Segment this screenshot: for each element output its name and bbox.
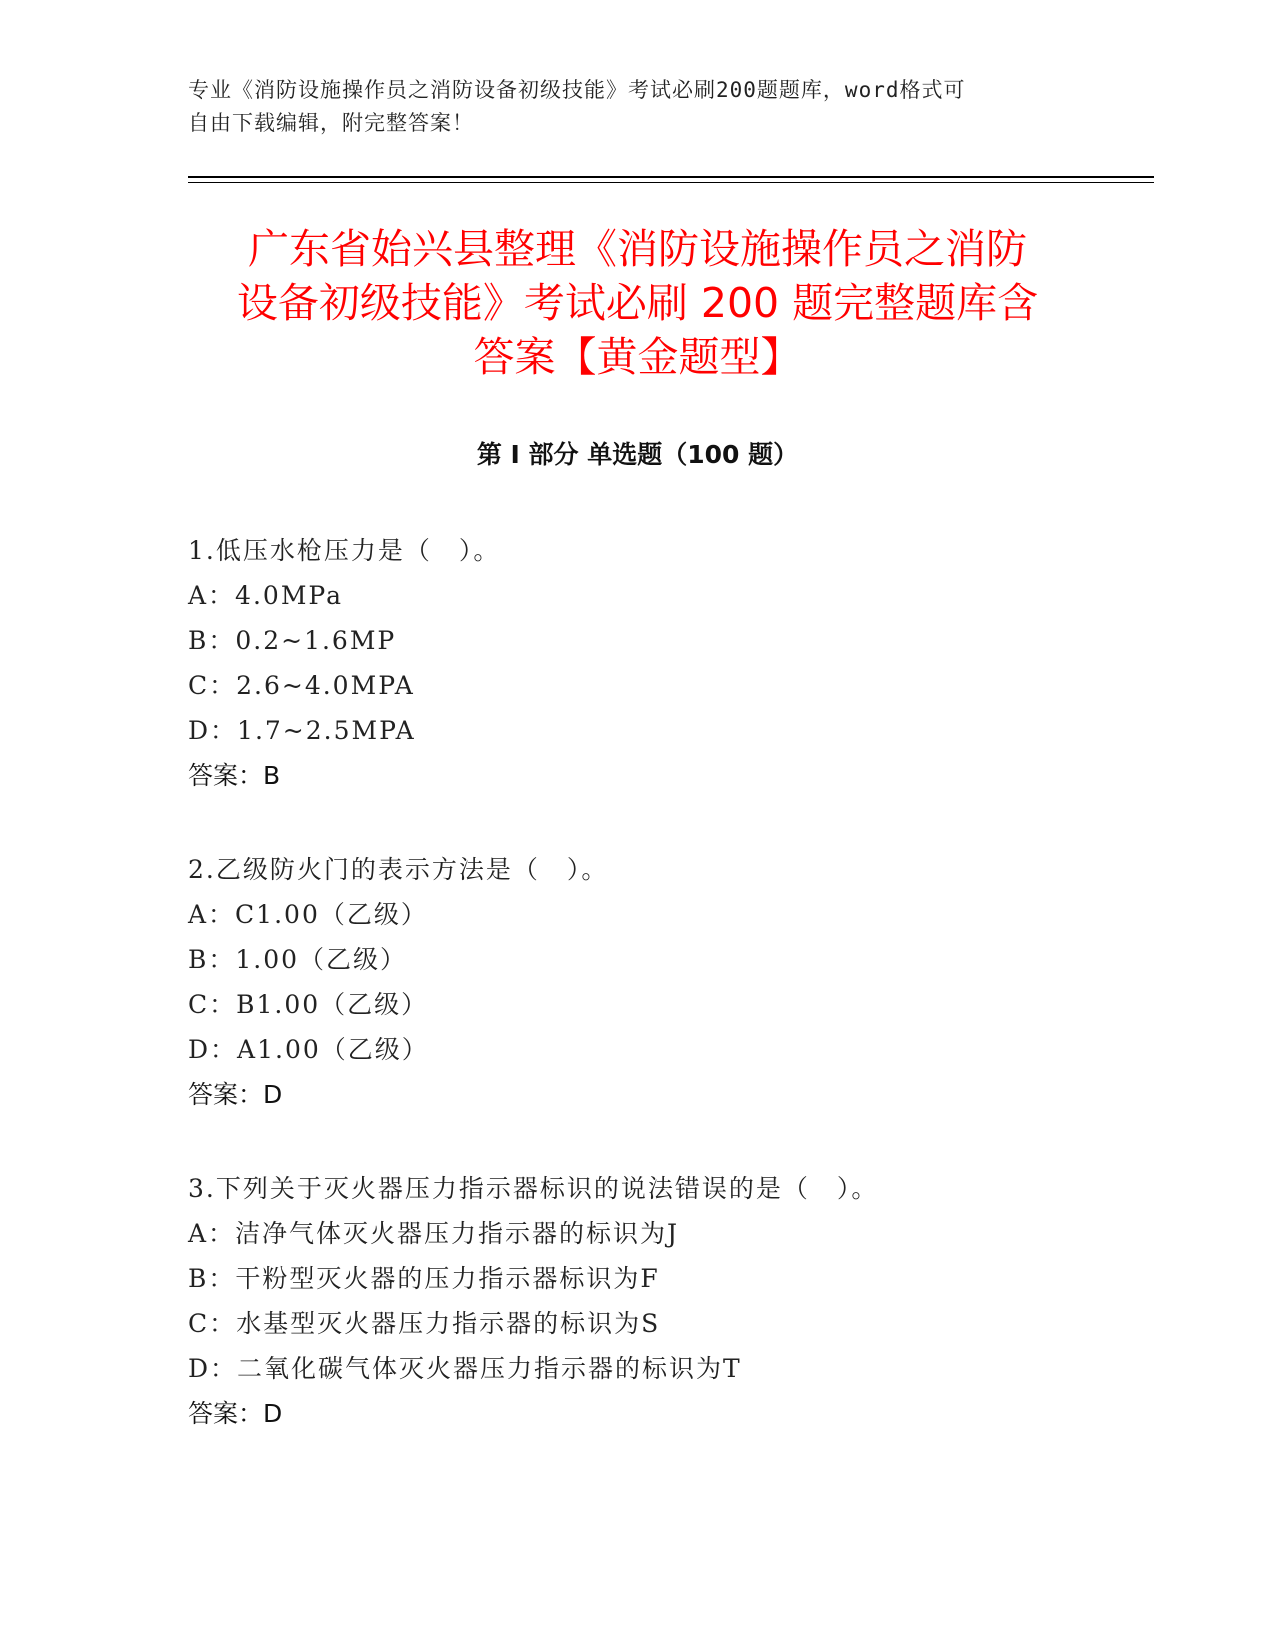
- question-stem: 1.低压水枪压力是（ ）。: [188, 536, 501, 565]
- header-note-line-1: 专业《消防设施操作员之消防设备初级技能》考试必刷200题题库，word格式可: [188, 78, 966, 102]
- header-note-line-2: 自由下载编辑，附完整答案！: [188, 111, 474, 135]
- option-c: C：B1.00（乙级）: [188, 990, 429, 1019]
- question-2: [188, 847, 1138, 1117]
- option-a: A：洁净气体灭火器压力指示器的标识为J: [188, 1219, 680, 1248]
- question-list: [188, 528, 1138, 1485]
- header-divider-thin: [188, 182, 1154, 183]
- option-c: C：水基型灭火器压力指示器的标识为S: [188, 1309, 661, 1338]
- question-stem: 2.乙级防火门的表示方法是（ ）。: [188, 855, 609, 884]
- answer-line: 答案：D: [188, 1080, 283, 1109]
- option-d: D：A1.00（乙级）: [188, 1035, 429, 1064]
- option-d: D：二氧化碳气体灭火器压力指示器的标识为T: [188, 1354, 742, 1383]
- document-title: [150, 222, 1125, 384]
- question-3: [188, 1166, 1138, 1436]
- option-c: C：2.6~4.0MPA: [188, 671, 415, 700]
- section-heading: 第 I 部分 单选题（100 题）: [476, 440, 799, 469]
- question-stem: 3.下列关于灭火器压力指示器标识的说法错误的是（ ）。: [188, 1174, 879, 1203]
- option-a: A：C1.00（乙级）: [188, 900, 428, 929]
- option-d: D：1.7~2.5MPA: [188, 716, 416, 745]
- option-a: A：4.0MPa: [188, 581, 344, 610]
- title-line-2: 设备初级技能》考试必刷 200 题完整题库含: [236, 279, 1039, 327]
- option-b: B：干粉型灭火器的压力指示器标识为F: [188, 1264, 660, 1293]
- option-b: B：1.00（乙级）: [188, 945, 408, 974]
- question-1: [188, 528, 1138, 798]
- answer-line: 答案：D: [188, 1399, 283, 1428]
- answer-line: 答案：B: [188, 761, 281, 790]
- title-line-1: 广东省始兴县整理《消防设施操作员之消防: [248, 225, 1027, 273]
- option-b: B：0.2~1.6MP: [188, 626, 397, 655]
- header-divider-thick: [188, 176, 1154, 178]
- document-header-note: [188, 74, 1068, 140]
- title-line-3: 答案【黄金题型】: [473, 333, 802, 381]
